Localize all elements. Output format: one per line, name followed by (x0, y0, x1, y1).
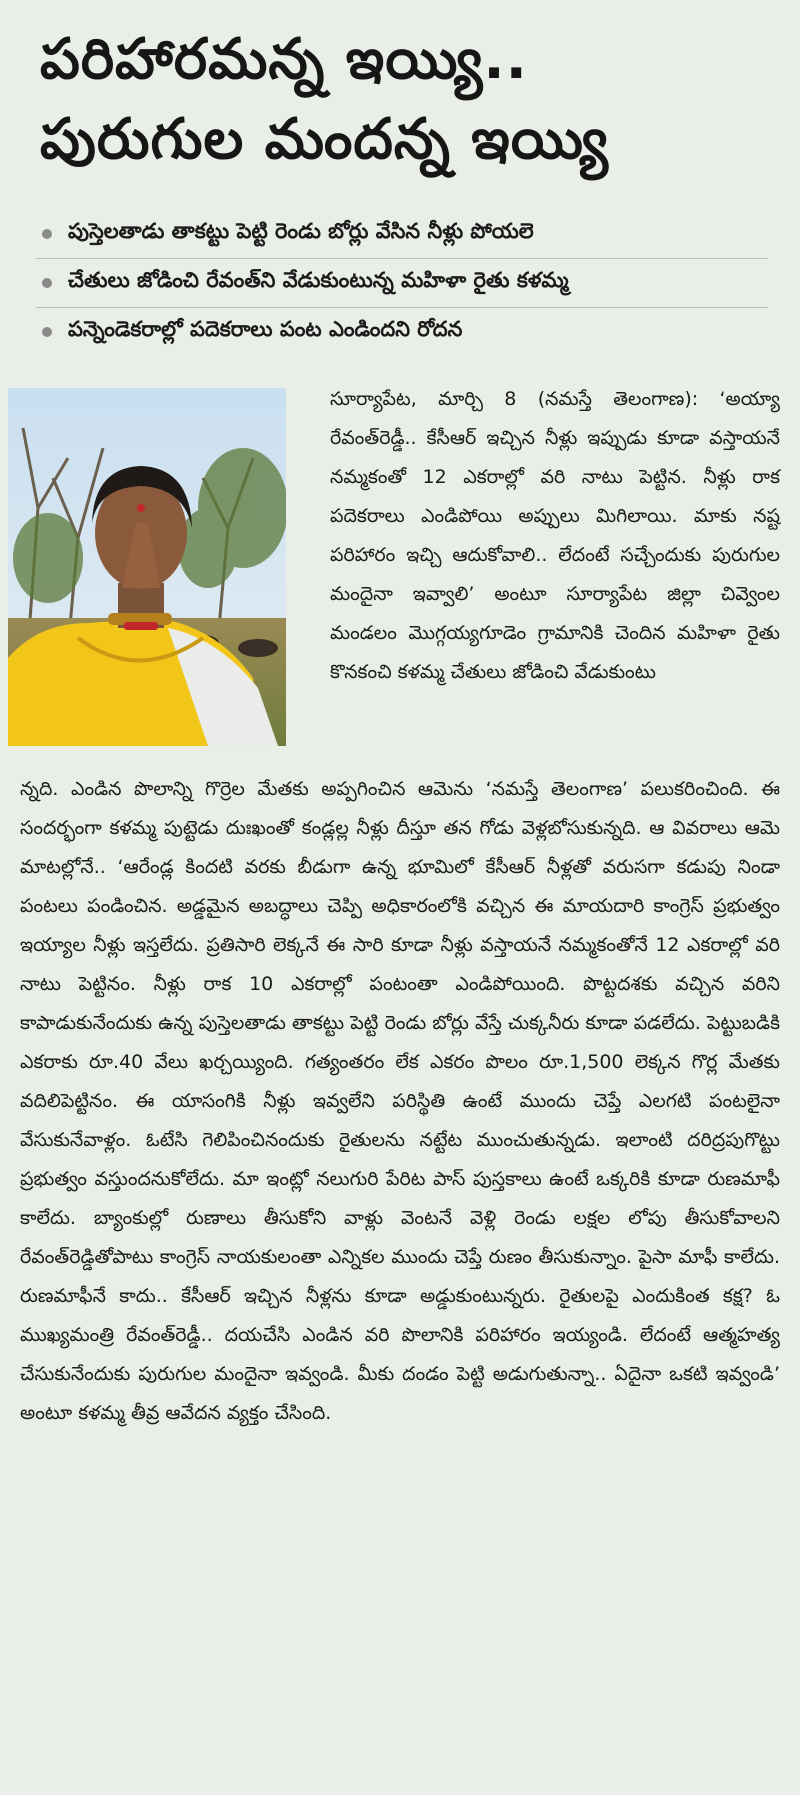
article-body-lead (330, 380, 780, 692)
highlight-list (36, 210, 768, 356)
highlight-text: చేతులు జోడించి రేవంత్‌ని వేడుకుంటున్న మహిళా రైతు కళమ్మ (68, 268, 569, 292)
article-paragraph-lead: సూర్యాపేట, మార్చి 8 (నమస్తే తెలంగాణ): ‘అయ్యా రేవంత్‌రెడ్డీ.. కేసీఆర్‌ ఇచ్చిన నీళ్లు ఇప్పుడు కూడా వస్తాయనే నమ్మకంతో 12 ఎకరాల్లో వరి నాటు పెట్టిన. నీళ్లు రాక పదెకరాలు ఎండిపోయి అప్పులు మిగిలాయి. మాకు నష్ట పరిహారం ఇచ్చి ఆదుకోవాలి.. లేదంటే సచ్చేందుకు పురుగుల మందైనా ఇవ్వాలి’ అంటూ సూర్యాపేట జిల్లా చివ్వెంల మండలం మొగ్గయ్యగూడెం గ్రామానికి చెందిన మహిళా రైతు కొనకంచి కళమ్మ చేతులు జోడించి వేడుకుంటు (330, 388, 780, 683)
bullet-icon (42, 278, 52, 288)
headline-line-2: పురుగుల మందన్న ఇయ్యి (40, 107, 609, 172)
highlight-text: పన్నెండెకరాల్లో పదెకరాలు పంట ఎండిందని రోదన (68, 317, 463, 341)
bullet-icon (42, 229, 52, 239)
headline (40, 20, 780, 180)
highlight-text: పుస్తెలతాడు తాకట్టు పెట్టి రెండు బోర్లు వేసిన నీళ్లు పోయలె (68, 219, 534, 243)
farmer-photo (8, 388, 286, 746)
article-body-main (20, 770, 780, 1433)
highlight-item (36, 210, 768, 259)
article-paragraph-main: న్నది. ఎండిన పొలాన్ని గొర్రెల మేతకు అప్పగించిన ఆమెను ‘నమస్తే తెలంగాణ’ పలుకరించింది. ఈ సందర్భంగా కళమ్మ పుట్టెడు దుఃఖంతో కండ్లల్ల నీళ్లు దీస్తూ తన గోడు వెళ్లబోసుకున్నది. ఆ వివరాలు ఆమె మాటల్లోనే.. ‘ఆరేండ్ల కిందటి వరకు బీడుగా ఉన్న భూమిలో కేసీఆర్‌ నీళ్లతో వరుసగా కడుపు నిండా పంటలు పండించిన. అడ్డమైన అబద్ధాలు చెప్పి అధికారంలోకి వచ్చిన ఈ మాయదారి కాంగ్రెస్‌ ప్రభుత్వం ఇయ్యాల నీళ్లు ఇస్తలేదు. ప్రతిసారి లెక్కనే ఈ సారి కూడా నీళ్లు వస్తాయనే నమ్మకంతోనే 12 ఎకరాల్లో వరి నాటు పెట్టినం. నీళ్లు రాక 10 ఎకరాల్లో పంటంతా ఎండిపోయింది. పొట్టదశకు వచ్చిన వరిని కాపాడుకునేందుకు ఉన్న పుస్తెలతాడు తాకట్టు పెట్టి రెండు బోర్లు వేస్తే చుక్కనీరు కూడా పడలేదు. పెట్టుబడికి ఎకరాకు రూ.40 వేలు ఖర్చయ్యింది. గత్యంతరం లేక ఎకరం పొలం రూ.1,500 లెక్కన గొర్ల మేతకు వదిలిపెట్టినం. ఈ యాసంగికి నీళ్లు ఇవ్వలేని పరిస్థితి ఉంటే ముందు చెప్తే ఎలగటి పంటలైనా వేసుకునేవాళ్లం. ఓటేసి గెలిపించినందుకు రైతులను నట్టేట ముంచుతున్నడు. ఇలాంటి దరిద్రపుగొట్టు ప్రభుత్వం వస్తుందనుకోలేదు. మా ఇంట్లో నలుగురి పేరిట పాస్‌ పుస్తకాలు ఉంటే ఒక్కరికి కూడా రుణమాఫీ కాలేదు. బ్యాంకుల్లో రుణాలు తీసుకోని వాళ్లు వెంటనే వెళ్లి రెండు లక్షల లోపు తీసుకోవాలని రేవంత్‌రెడ్డితోపాటు కాంగ్రెస్‌ నాయకులంతా ఎన్నికల ముందు చెప్తే రుణం తీసుకున్నాం. పైసా మాఫీ కాలేదు. రుణమాఫీనే కాదు.. కేసీఆర్‌ ఇచ్చిన నీళ్లను కూడా అడ్డుకుంటున్నరు. రైతులపై ఎందుకింత కక్ష? ఓ ముఖ్యమంత్రి రేవంత్‌రెడ్డీ.. దయచేసి ఎండిన వరి పొలానికి పరిహారం ఇయ్యండి. లేదంటే ఆత్మహత్య చేసుకునేందుకు పురుగుల మందైనా ఇవ్వండి. మీకు దండం పెట్టి అడుగుతున్నా.. ఏదైనా ఒకటి ఇవ్వండి’ అంటూ కళమ్మ తీవ్ర ఆవేదన వ్యక్తం చేసింది. (20, 778, 780, 1424)
bullet-icon (42, 327, 52, 337)
headline-line-1: పరిహారమన్న ఇయ్యి.. (40, 27, 528, 92)
highlight-item (36, 308, 768, 356)
highlight-item (36, 259, 768, 308)
